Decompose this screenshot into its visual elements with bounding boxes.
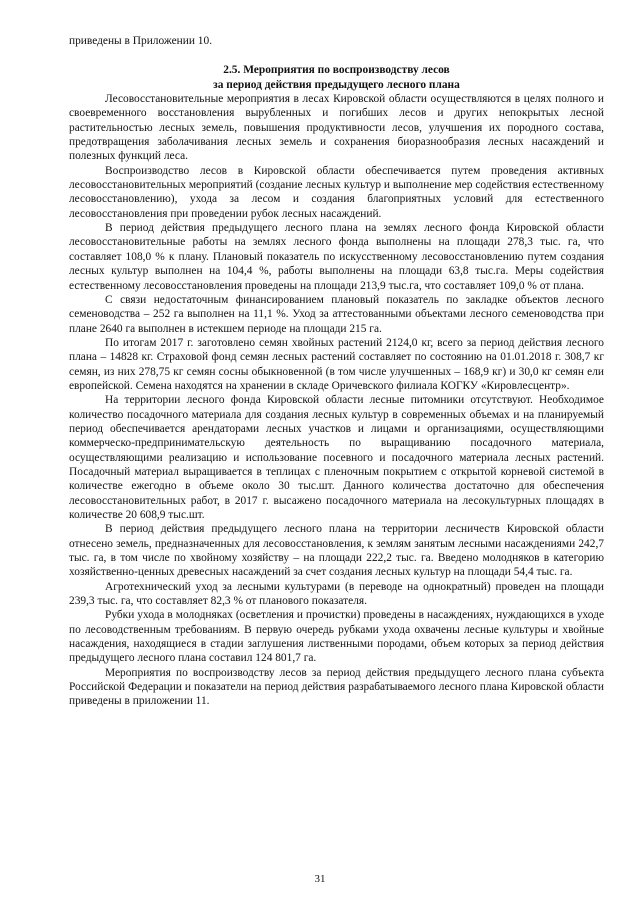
page-number: 31 bbox=[314, 873, 326, 885]
paragraph-thinning: Рубки ухода в молодняках (осветления и прочистки) проведены в насаждениях, нуждающихся в уходе по лесоводственным требованиям. В первую очередь рубками ухода охвачены лесные культуры и хвойные насаждения, находящиеся в стадии заглушения лиственными породами, объем которых за период действия предыдущего лесного плана составил 124 801,7 га. bbox=[69, 609, 604, 665]
section-heading-line-1: 2.5. Мероприятия по воспроизводству лесов bbox=[223, 64, 450, 77]
paragraph-agrotechnical-care: Агротехнический уход за лесными культурами (в переводе на однократный) проведен на площади 239,3 тыс. га, что составляет 82,3 % от планового показателя. bbox=[69, 580, 604, 608]
paragraph-reforestation-goals: Лесовосстановительные мероприятия в лесах Кировской области осуществляются в целях полного и своевременного восстановления вырубленных и погибших лесов и других непокрытых лесной растительностью лесных земель, повышения продуктивности лесов, улучшения их породного состава, предотвращения заболачивания лесных земель и сохранения биоразнообразия лесных насаждений и полезных функций леса. bbox=[69, 93, 604, 163]
paragraph-seed-objects: С связи недостаточным финансированием плановый показатель по закладке объектов лесного семеноводства – 252 га выполнен на 11,1 %. Уход за аттестованными объектами лесного семеноводства при плане 2640 га выполнен в истекшем периоде на площади 215 га. bbox=[69, 293, 604, 335]
paragraph-seed-harvest: По итогам 2017 г. заготовлено семян хвойных растений 2124,0 кг, всего за период действия лесного плана – 14828 кг. Страховой фонд семян лесных растений составляет по состоянию на 01.01.2018 г. 308,7 кг семян, из них 278,75 кг семян сосны обыкновенной (в том числе улучшенных – 168,9 кг) и 30,0 кг семян ели европейской. Семена находятся на хранении в складе Оричевского филиала КОГКУ «Кировлесцентр». bbox=[69, 336, 604, 392]
paragraph-nurseries: На территории лесного фонда Кировской области лесные питомники отсутствуют. Необходимое количество посадочного материала для создания лесных культур в современных объемах и на планируемый период обеспечивается арендаторами лесных участков и лицами и организациями, осуществляющими коммерческо-предпринимательскую деятельность по выращиванию посадочного материала, осуществляющими реализацию и использование посевного и посадочного материала лесных растений. Посадочный материал выращивается в теплицах с пленочным покрытием с открытой корневой системой в количестве ежегодно в объеме около 30 тыс.шт. Данного количества достаточно для обеспечения лесовосстановительных работ, в 2017 г. высажено посадочного материала на лесокультурных площадях в количестве 20 608,9 тыс.шт. bbox=[69, 394, 604, 521]
intro-line: приведены в Приложении 10. bbox=[69, 35, 213, 47]
section-heading bbox=[69, 63, 604, 92]
paragraph-reproduction-methods: Воспроизводство лесов в Кировской области обеспечивается путем проведения активных лесовосстановительных мероприятий (создание лесных культур и выполнение мер содействия естественному лесовосстановлению), ухода за лесом и создания благоприятных условий для естественного лесовосстановления при проведении рубок лесных насаждений. bbox=[69, 164, 604, 220]
paragraph-land-transfer: В период действия предыдущего лесного плана на территории лесничеств Кировской области отнесено земель, предназначенных для лесовосстановления, к землям занятым лесными насаждениями 242,7 тыс. га, в том числе по хвойному хозяйству – на площади 222,2 тыс. га. Введено молодняков в категорию хозяйственно-ценных древесных насаждений за счет создания лесных культур на площади 54,4 тыс. га. bbox=[69, 523, 604, 579]
paragraph-appendix-reference: Мероприятия по воспроизводству лесов за период действия предыдущего лесного плана субъекта Российской Федерации и показатели на период действия разрабатываемого лесного плана Кировской области приведены в приложении 11. bbox=[69, 666, 604, 708]
section-heading-line-2: за период действия предыдущего лесного плана bbox=[213, 78, 460, 91]
paragraph-reforestation-results: В период действия предыдущего лесного плана на землях лесного фонда Кировской области лесовосстановительные работы на землях лесного фонда выполнены на площади 278,3 тыс. га, что составляет 108,0 % к плану. Плановый показатель по искусственному лесовосстановлению путем создания лесных культур выполнен на 104,4 %, работы выполнены на площади 63,8 тыс.га. Меры содействия естественному лесовосстановления проведены на площади 213,9 тыс.га, что составляет 109,0 % от плана. bbox=[69, 222, 604, 292]
